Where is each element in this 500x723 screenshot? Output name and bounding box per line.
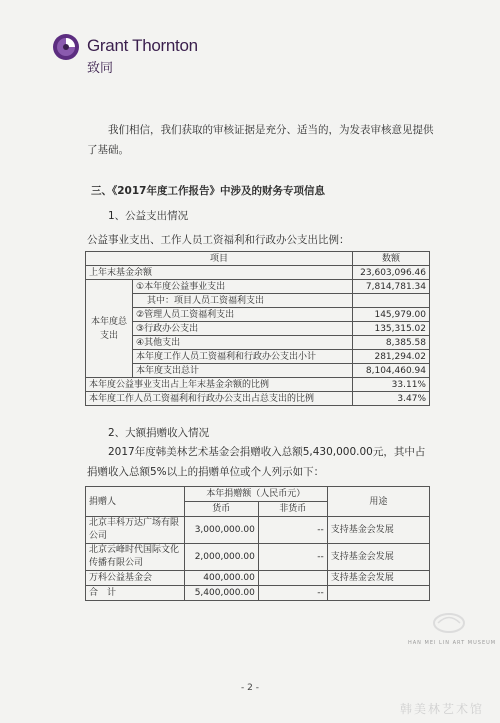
table-row	[86, 322, 430, 336]
row-value: 145,979.00	[353, 308, 430, 322]
brand-name: Grant Thornton	[87, 36, 198, 55]
non-currency-value: --	[258, 544, 327, 571]
grant-thornton-logo-icon	[52, 33, 80, 61]
table-row	[86, 336, 430, 350]
currency-value: 400,000.00	[184, 571, 258, 586]
table-1-caption: 公益事业支出、工作人员工资福利和行政办公支出比例：	[87, 234, 350, 246]
table-row	[86, 350, 430, 364]
row-label: 本年度公益事业支出占上年末基金余额的比例	[86, 378, 353, 392]
table-row	[86, 517, 430, 544]
row-label: 本年度工作人员工资福利和行政办公支出小计	[133, 350, 353, 364]
non-currency-value: --	[258, 586, 327, 601]
watermark-chinese: 韩美林艺术馆	[400, 702, 485, 716]
row-value: 23,603,096.46	[353, 266, 430, 280]
intro-text: 我们相信，我们获取的审核证据是充分、适当的，为发表审核意见提供了基础。	[87, 124, 434, 156]
donation-paragraph	[87, 442, 435, 482]
expense-table	[85, 251, 430, 406]
table-row	[86, 364, 430, 378]
currency-value: 3,000,000.00	[184, 517, 258, 544]
row-label: 本年度支出总计	[133, 364, 353, 378]
row-label: 本年度工作人员工资福利和行政办公支出占总支出的比例	[86, 392, 353, 406]
donor-name: 北京丰科万达广场有限公司	[86, 517, 185, 544]
watermark-english: HAN MEI LIN ART MUSEUM	[408, 640, 497, 646]
non-currency-value	[258, 571, 327, 586]
table-row	[86, 280, 430, 294]
header-non-currency: 非货币	[258, 502, 327, 517]
donor-name: 万科公益基金会	[86, 571, 185, 586]
table-row	[86, 586, 430, 601]
table-header-row	[86, 487, 430, 502]
donation-table	[85, 486, 430, 601]
row-value: 33.11%	[353, 378, 430, 392]
row-value: 8,385.58	[353, 336, 430, 350]
table-header-row	[86, 252, 430, 266]
header-amount: 数额	[353, 252, 430, 266]
page-number: - 2 -	[241, 683, 259, 693]
row-value: 281,294.02	[353, 350, 430, 364]
group-label: 本年度总支出	[86, 280, 133, 378]
watermark-logo-icon	[432, 612, 466, 634]
header-currency: 货币	[184, 502, 258, 517]
table-row	[86, 294, 430, 308]
row-value: 135,315.02	[353, 322, 430, 336]
table-row	[86, 392, 430, 406]
header-amount: 本年捐赠额（人民币元）	[184, 487, 327, 502]
header-use: 用途	[327, 487, 429, 517]
row-value: 8,104,460.94	[353, 364, 430, 378]
section-title	[91, 183, 325, 198]
subsection-2-title: 2、大额捐赠收入情况	[108, 427, 210, 439]
row-value	[353, 294, 430, 308]
donation-text: 2017年度韩美林艺术基金会捐赠收入总额5,430,000.00元，其中占捐赠收入总额5%以上的捐赠单位或个人列示如下：	[87, 446, 426, 478]
table-row	[86, 378, 430, 392]
donor-name: 合 计	[86, 586, 185, 601]
use-value	[327, 586, 429, 601]
row-label: ②管理人员工资福利支出	[133, 308, 353, 322]
row-value: 3.47%	[353, 392, 430, 406]
subsection-1-title: 1、公益支出情况	[108, 210, 189, 222]
row-label: 上年末基金余额	[86, 266, 353, 280]
row-label: 其中：项目人员工资福利支出	[133, 294, 353, 308]
table-row	[86, 571, 430, 586]
currency-value: 2,000,000.00	[184, 544, 258, 571]
intro-paragraph	[87, 120, 439, 160]
header-donor: 捐赠人	[86, 487, 185, 517]
row-label: ④其他支出	[133, 336, 353, 350]
header-item: 项目	[86, 252, 353, 266]
table-row	[86, 308, 430, 322]
donor-name: 北京云峰时代国际文化传播有限公司	[86, 544, 185, 571]
section-3-title: 三、《2017年度工作报告》中涉及的财务专项信息	[91, 185, 325, 197]
row-label: ①本年度公益事业支出	[133, 280, 353, 294]
row-value: 7,814,781.34	[353, 280, 430, 294]
non-currency-value: --	[258, 517, 327, 544]
table-row	[86, 544, 430, 571]
table-row	[86, 266, 430, 280]
currency-value: 5,400,000.00	[184, 586, 258, 601]
use-value: 支持基金会发展	[327, 517, 429, 544]
use-value: 支持基金会发展	[327, 571, 429, 586]
row-label: ③行政办公支出	[133, 322, 353, 336]
brand-chinese-name: 致同	[87, 61, 114, 76]
use-value: 支持基金会发展	[327, 544, 429, 571]
